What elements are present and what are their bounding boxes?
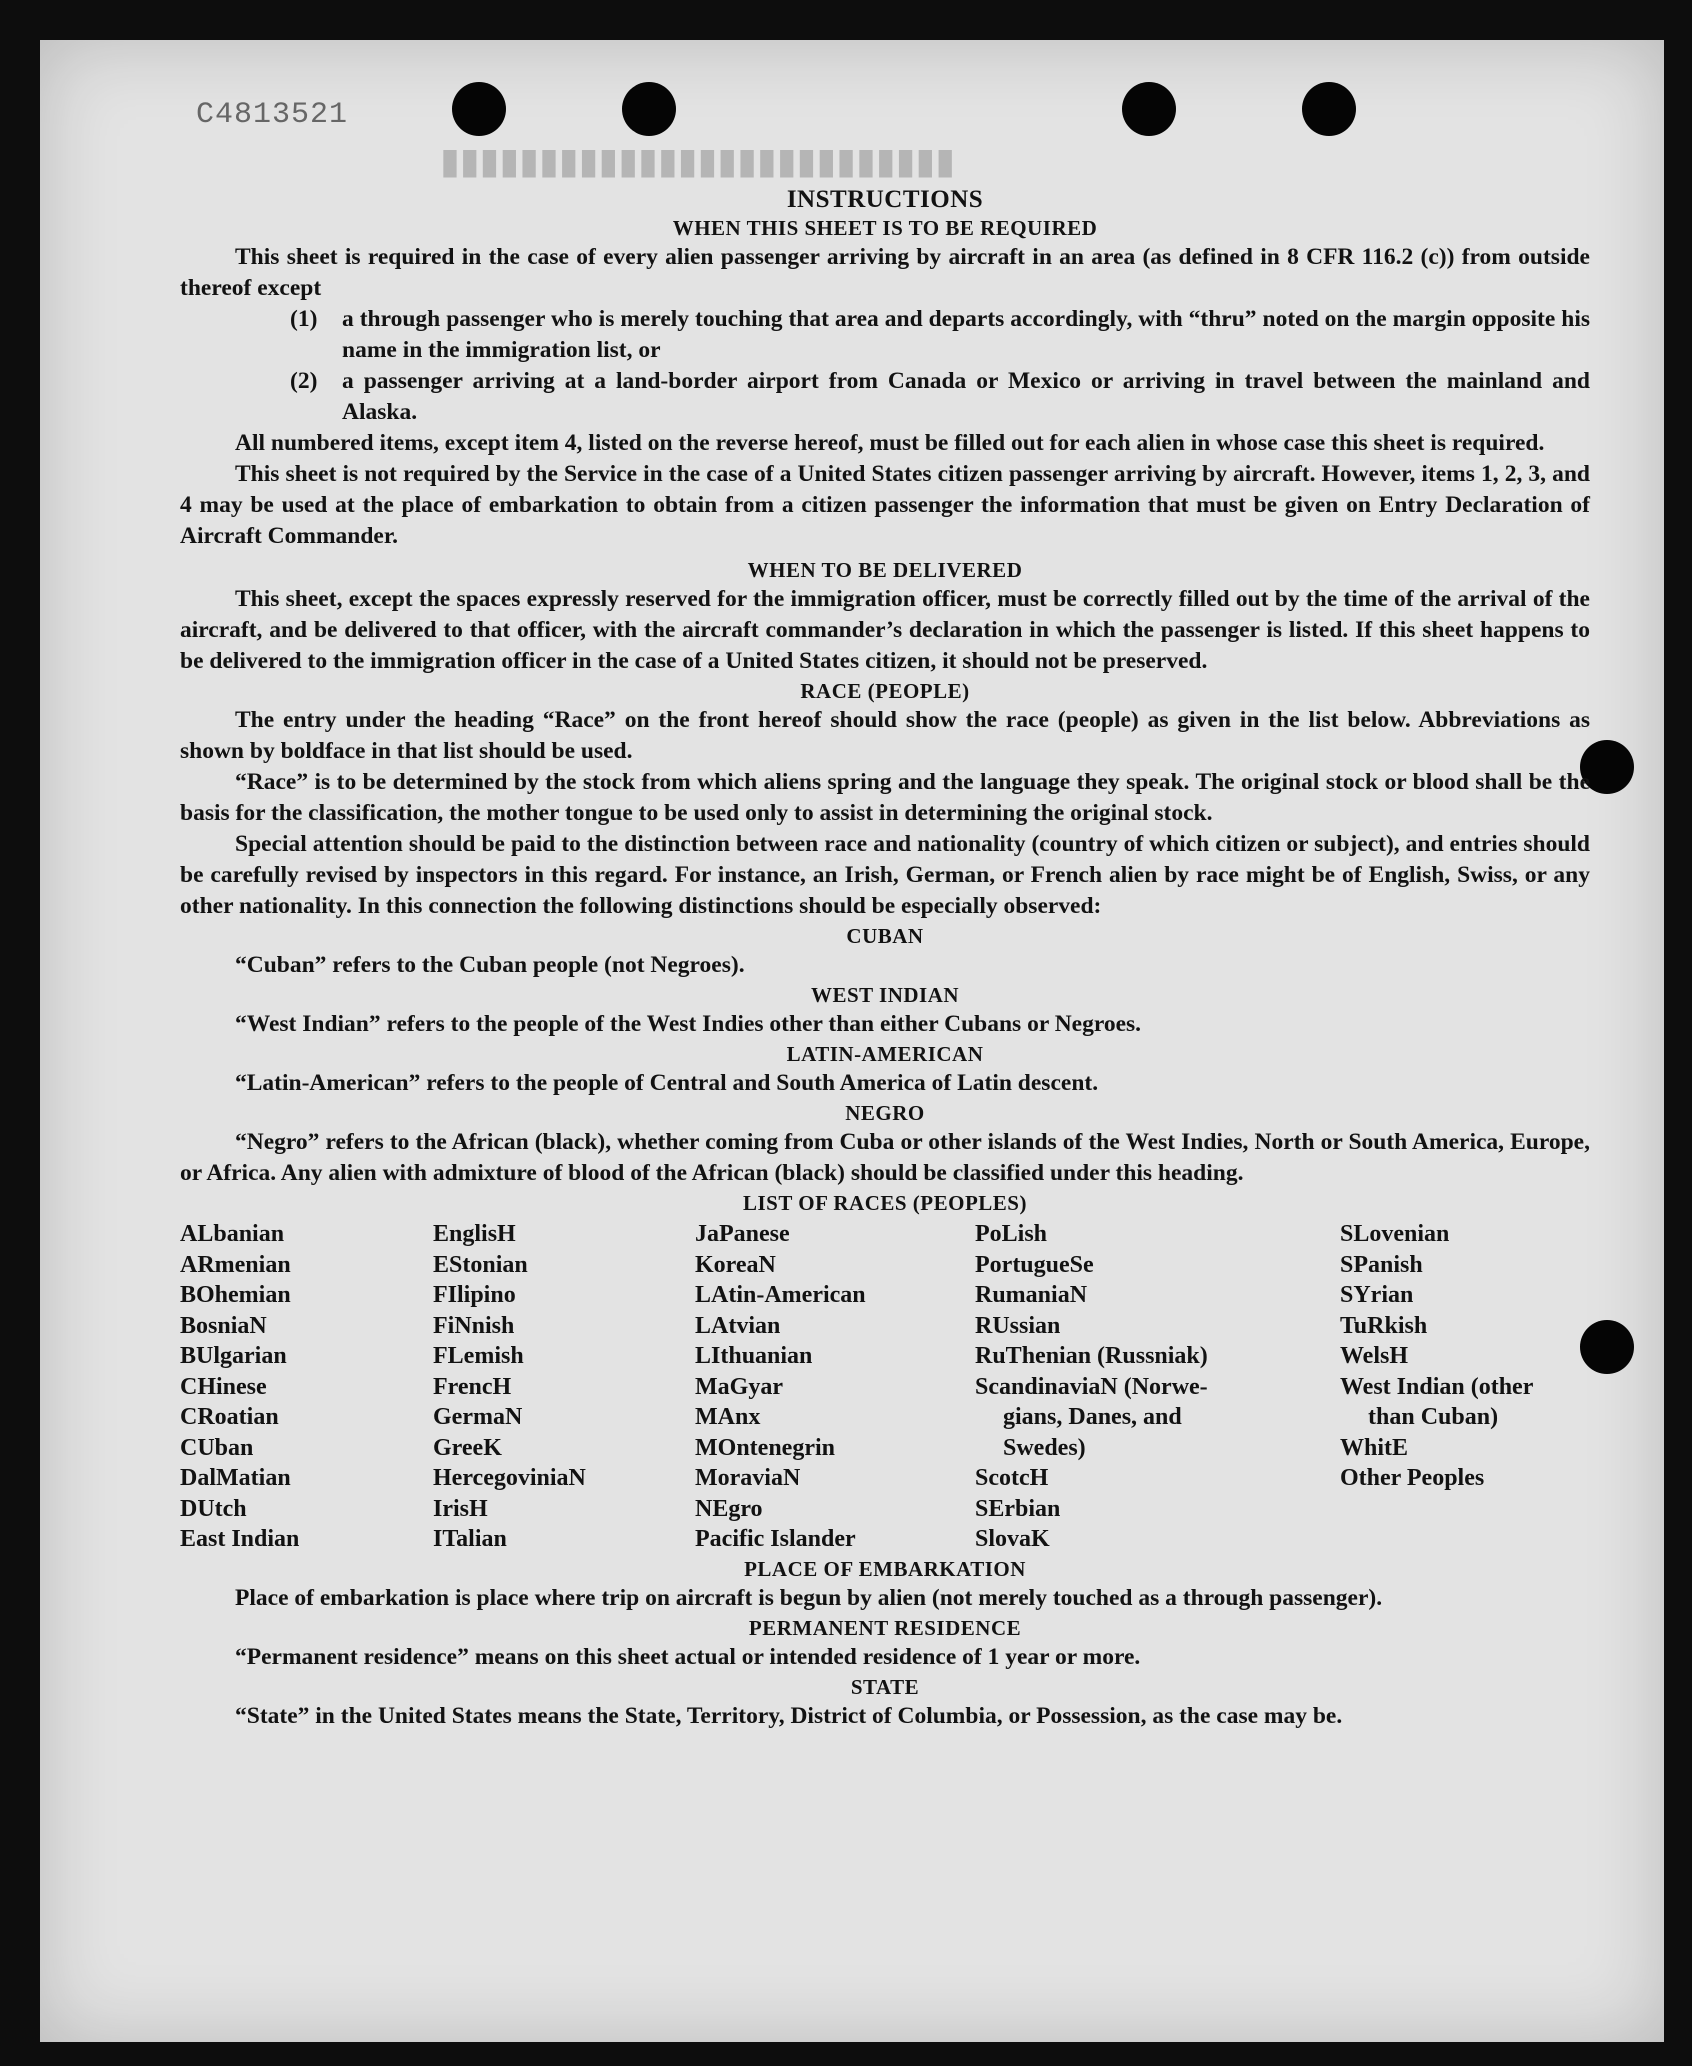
race-entry: DUtch <box>180 1495 247 1522</box>
section-heading-cuban: CUBAN <box>846 924 924 948</box>
exception-text: a passenger arriving at a land-border airport from Canada or Mexico or arriving in travel between the mainland and Alaska. <box>342 368 1590 425</box>
race-entry: SErbian <box>975 1495 1061 1522</box>
race-entry: Swedes) <box>1003 1434 1086 1461</box>
race-paragraph-1: The entry under the heading “Race” on the front hereof should show the race (people) as given in the list below. Abbreviations as shown by boldface in that list should be used. <box>180 707 1590 764</box>
instructions-body <box>180 186 1590 1732</box>
citizen-paragraph: This sheet is not required by the Service in the case of a United States citizen passenger arriving by aircraft. However, items 1, 2, 3, and 4 may be used at the place of embarkation to obtain from a citizen passenger the information that must be given on Entry Declaration of Aircraft Commander. <box>180 461 1590 549</box>
race-entry: BOhemian <box>180 1282 291 1308</box>
section-heading-list-of-races: LIST OF RACES (PEOPLES) <box>743 1191 1027 1215</box>
races-list <box>180 1219 1590 1555</box>
race-entry: ScandinaviaN (Norwe- <box>975 1373 1208 1400</box>
exception-item <box>290 366 1590 428</box>
race-entry: LAtin-American <box>695 1282 866 1308</box>
page-title: INSTRUCTIONS <box>786 186 984 213</box>
race-entry: RUssian <box>975 1312 1061 1339</box>
race-entry: West Indian (other <box>1340 1373 1534 1400</box>
when-required-intro: This sheet is required in the case of every alien passenger arriving by aircraft in an area (as defined in 8 CFR 116.2 (c)) from outside thereof except <box>180 244 1590 301</box>
race-entry: WhitE <box>1340 1434 1409 1461</box>
section-heading-race: RACE (PEOPLE) <box>800 679 970 703</box>
section-heading-latin-american: LATIN-AMERICAN <box>786 1042 984 1066</box>
numbered-items-paragraph: All numbered items, except item 4, listed on the reverse hereof, must be filled out for each alien in whose case this sheet is required. <box>235 430 1545 456</box>
document-page <box>40 40 1664 2042</box>
punch-hole <box>1302 82 1356 136</box>
race-entry: than Cuban) <box>1368 1404 1499 1430</box>
section-heading-west-indian: WEST INDIAN <box>810 983 960 1007</box>
residence-text: “Permanent residence” means on this sheet actual or intended residence of 1 year or more. <box>235 1643 1141 1670</box>
section-heading-negro: NEGRO <box>845 1101 925 1125</box>
race-entry: CRoatian <box>180 1404 279 1430</box>
race-entry: ITalian <box>433 1526 507 1552</box>
race-entry: ARmenian <box>180 1251 291 1278</box>
race-entry: NEgro <box>695 1495 763 1522</box>
races-column <box>180 1219 433 1555</box>
race-entry: East Indian <box>180 1526 300 1552</box>
exception-item <box>290 304 1590 366</box>
race-entry: SlovaK <box>975 1526 1050 1552</box>
race-entry: MAnx <box>695 1404 761 1430</box>
race-entry: MaGyar <box>695 1373 783 1400</box>
race-entry: EnglisH <box>433 1221 516 1247</box>
race-entry: MOntenegrin <box>695 1434 835 1461</box>
punch-hole <box>1122 82 1176 136</box>
cuban-text: “Cuban” refers to the Cuban people (not Negroes). <box>235 952 745 978</box>
race-entry: TuRkish <box>1340 1312 1428 1339</box>
race-entry: BUlgarian <box>180 1343 287 1369</box>
race-entry: gians, Danes, and <box>1003 1404 1182 1430</box>
race-entry: CUban <box>180 1434 254 1461</box>
section-heading-state: STATE <box>850 1674 920 1699</box>
race-entry: RuThenian (Russniak) <box>975 1343 1208 1369</box>
race-entry: LAtvian <box>695 1312 781 1339</box>
race-entry: SPanish <box>1340 1251 1423 1278</box>
section-heading-when-required: WHEN THIS SHEET IS TO BE REQUIRED <box>672 216 1098 240</box>
races-column <box>1340 1219 1590 1555</box>
when-delivered-text: This sheet, except the spaces expressly reserved for the immigration officer, must be correctly filled out by the time of the arrival of the aircraft, and be delivered to that officer, with the aircraft commander’s declaration in which the passenger is listed. If this sheet happens to be delivered to the immigration officer in the case of a United States citizen, it should not be preserved. <box>180 586 1590 674</box>
race-entry: IrisH <box>433 1495 488 1522</box>
race-entry: FiNnish <box>433 1312 515 1339</box>
race-entry: KoreaN <box>695 1251 776 1278</box>
race-entry: CHinese <box>180 1373 267 1400</box>
state-text: “State” in the United States means the State, Territory, District of Columbia, or Possession, as the case may be. <box>235 1702 1343 1729</box>
race-entry: PoLish <box>975 1221 1048 1247</box>
races-column <box>695 1219 975 1555</box>
race-entry: RumaniaN <box>975 1282 1088 1308</box>
race-entry: FIlipino <box>433 1282 516 1308</box>
race-entry: MoraviaN <box>695 1465 801 1491</box>
latin-american-text: “Latin-American” refers to the people of Central and South America of Latin descent. <box>235 1070 1099 1096</box>
race-paragraph-2: “Race” is to be determined by the stock from which aliens spring and the language they speak. The original stock or blood shall be the basis for the classification, the mother tongue to be used only to assist in determining the original stock. <box>180 769 1590 826</box>
race-entry: SLovenian <box>1340 1221 1450 1247</box>
race-entry: GreeK <box>433 1434 502 1461</box>
exception-number: (1) <box>290 306 318 332</box>
bleed-through-mark: ▮▮▮▮▮▮▮▮▮▮▮▮▮▮▮▮▮▮▮▮▮▮▮▮▮▮ <box>440 140 956 181</box>
west-indian-text: “West Indian” refers to the people of the West Indies other than either Cubans or Negroes. <box>235 1011 1142 1037</box>
race-entry: PortugueSe <box>975 1251 1094 1278</box>
race-entry: LIthuanian <box>695 1343 813 1369</box>
race-entry: FrencH <box>433 1373 512 1400</box>
race-entry: BosniaN <box>180 1312 267 1339</box>
race-entry: JaPanese <box>695 1221 790 1247</box>
race-entry: WelsH <box>1340 1343 1409 1369</box>
race-entry: SYrian <box>1340 1282 1414 1308</box>
races-column <box>975 1219 1340 1555</box>
section-heading-residence: PERMANENT RESIDENCE <box>748 1615 1022 1640</box>
handwritten-margin-note: C4813521 <box>196 98 349 132</box>
negro-text: “Negro” refers to the African (black), whether coming from Cuba or other islands of the West Indies, North or South America, Europe, or Africa. Any alien with admixture of blood of the African (black) should be classified under this heading. <box>180 1129 1590 1186</box>
exception-text: a through passenger who is merely touching that area and departs accordingly, with “thru” noted on the margin opposite his name in the immigration list, or <box>342 306 1590 363</box>
race-paragraph-3: Special attention should be paid to the distinction between race and nationality (country of which citizen or subject), and entries should be carefully revised by inspectors in this regard. For instance, an Irish, German, or French alien by race might be of English, Swiss, or any other nationality. In this connection the following distinctions should be especially observed: <box>180 831 1590 919</box>
race-entry: ScotcH <box>975 1465 1049 1491</box>
section-heading-when-delivered: WHEN TO BE DELIVERED <box>747 558 1023 582</box>
embarkation-text: Place of embarkation is place where trip on aircraft is begun by alien (not merely touched as a through passenger). <box>235 1584 1383 1611</box>
punch-hole <box>622 82 676 136</box>
exception-number: (2) <box>290 368 318 394</box>
punch-hole <box>452 82 506 136</box>
race-entry: HercegoviniaN <box>433 1465 586 1491</box>
race-entry: FLemish <box>433 1343 524 1369</box>
race-entry: Other Peoples <box>1340 1465 1485 1491</box>
race-entry: ALbanian <box>180 1221 285 1247</box>
section-heading-embarkation: PLACE OF EMBARKATION <box>744 1556 1026 1581</box>
race-entry: EStonian <box>433 1251 528 1278</box>
race-entry: Pacific Islander <box>695 1526 856 1552</box>
race-entry: GermaN <box>433 1404 523 1430</box>
races-column <box>433 1219 695 1555</box>
race-entry: DalMatian <box>180 1465 291 1491</box>
